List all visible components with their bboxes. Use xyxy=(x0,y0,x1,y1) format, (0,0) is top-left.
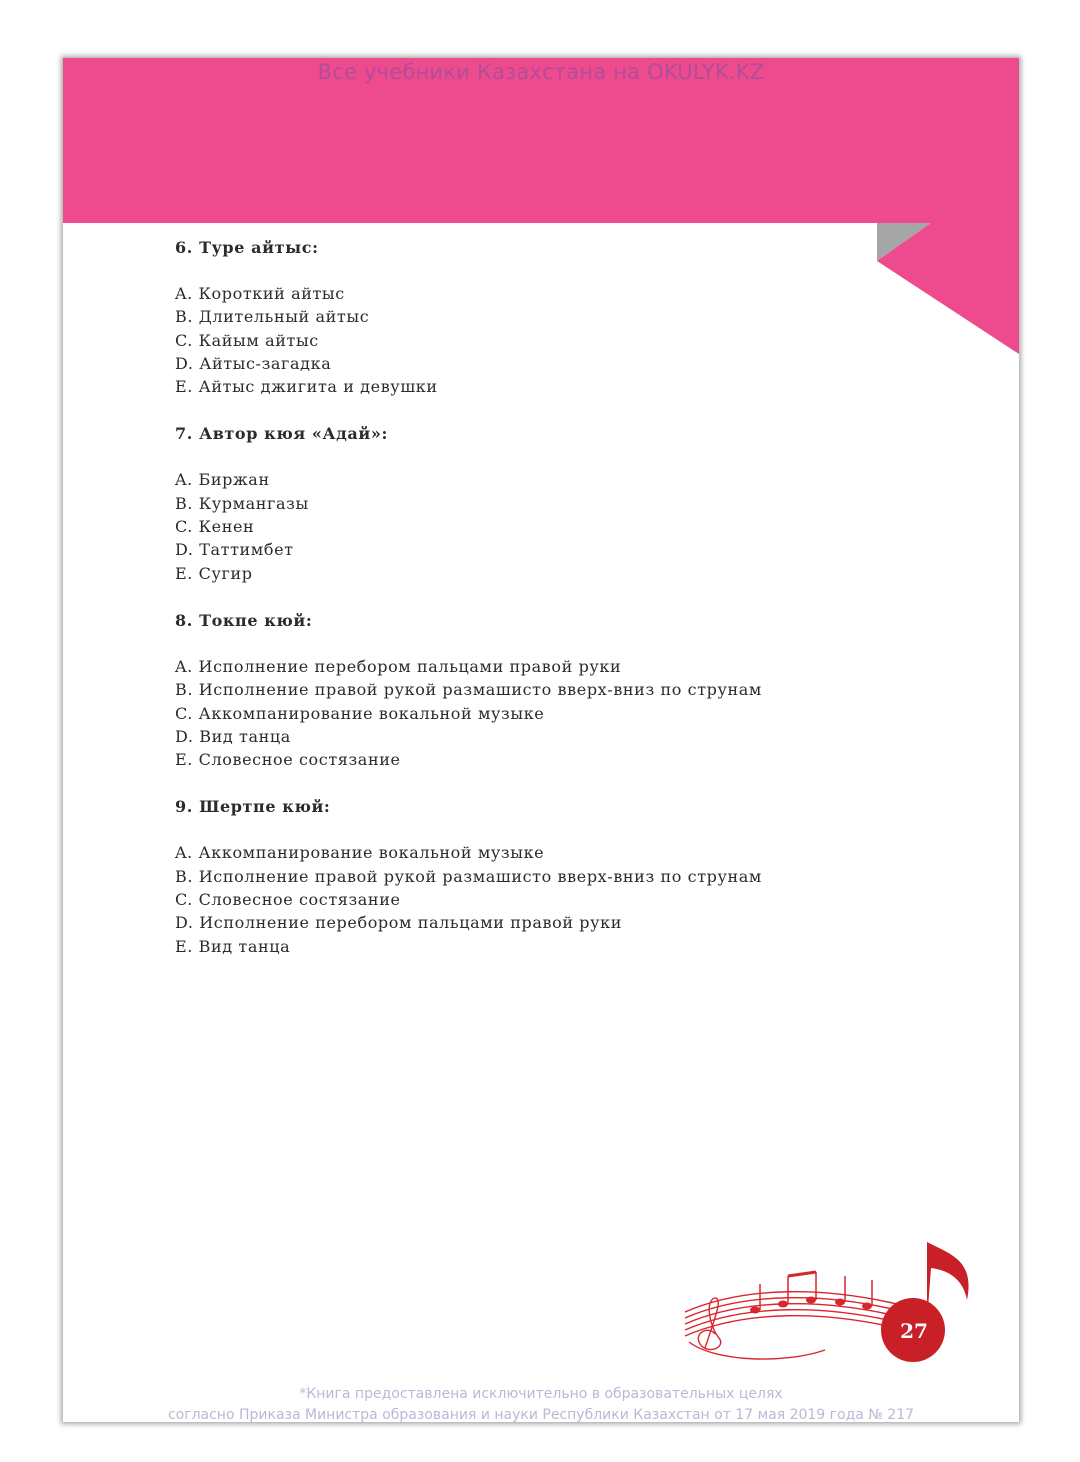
textbook-page xyxy=(63,58,1019,1422)
answer-option-a: A. Исполнение перебором пальцами правой руки xyxy=(175,656,622,676)
footer-line: *Книга предоставлена исключительно в образовательных целях xyxy=(299,1386,783,1402)
answer-option-d: D. Вид танца xyxy=(175,726,291,746)
footer-line: согласно Приказа Министра образования и науки Республики Казахстан от 17 мая 2019 года № 217 xyxy=(167,1407,915,1422)
question-6 xyxy=(175,236,955,398)
site-watermark: Все учебники Казахстана на OKULYK.KZ xyxy=(317,60,765,84)
answer-option-e: E. Сугир xyxy=(175,563,253,583)
question-list xyxy=(175,236,955,982)
answer-option-d: D. Исполнение перебором пальцами правой руки xyxy=(175,913,622,933)
footer-notice xyxy=(63,1384,1019,1422)
answer-option-e: E. Словесное состязание xyxy=(175,750,401,770)
answer-option-e: E. Вид танца xyxy=(175,936,291,956)
answer-option-c: C. Кенен xyxy=(175,517,255,537)
question-title: 8. Токпе кюй: xyxy=(175,610,313,630)
question-7 xyxy=(175,422,955,584)
question-8 xyxy=(175,609,955,771)
answer-option-a: A. Короткий айтыс xyxy=(175,284,345,303)
question-title: 6. Туре айтыс: xyxy=(175,238,319,257)
answer-option-b: B. Курмангазы xyxy=(175,493,309,513)
answer-option-e: E. Айтыс джигита и девушки xyxy=(175,377,438,397)
answer-option-c: C. Кайым айтыс xyxy=(175,330,319,350)
question-title: 7. Автор кюя «Адай»: xyxy=(175,424,388,444)
answer-option-a: A. Аккомпанирование вокальной музыке xyxy=(175,843,545,863)
answer-option-c: C. Словесное состязание xyxy=(175,890,401,910)
page-number: 27 xyxy=(900,1319,928,1343)
answer-option-b: B. Исполнение правой рукой размашисто вверх-вниз по струнам xyxy=(175,680,762,700)
answer-option-c: C. Аккомпанирование вокальной музыке xyxy=(175,703,545,723)
question-title: 9. Шертпе кюй: xyxy=(175,797,331,817)
answer-option-b: B. Исполнение правой рукой размашисто вверх-вниз по струнам xyxy=(175,866,762,886)
music-notes-staff-icon xyxy=(675,1238,975,1378)
answer-option-b: B. Длительный айтыс xyxy=(175,307,370,327)
question-9 xyxy=(175,795,955,957)
answer-option-d: D. Таттимбет xyxy=(175,540,294,560)
answer-option-a: A. Биржан xyxy=(175,470,270,490)
answer-option-d: D. Айтыс-загадка xyxy=(175,353,332,373)
